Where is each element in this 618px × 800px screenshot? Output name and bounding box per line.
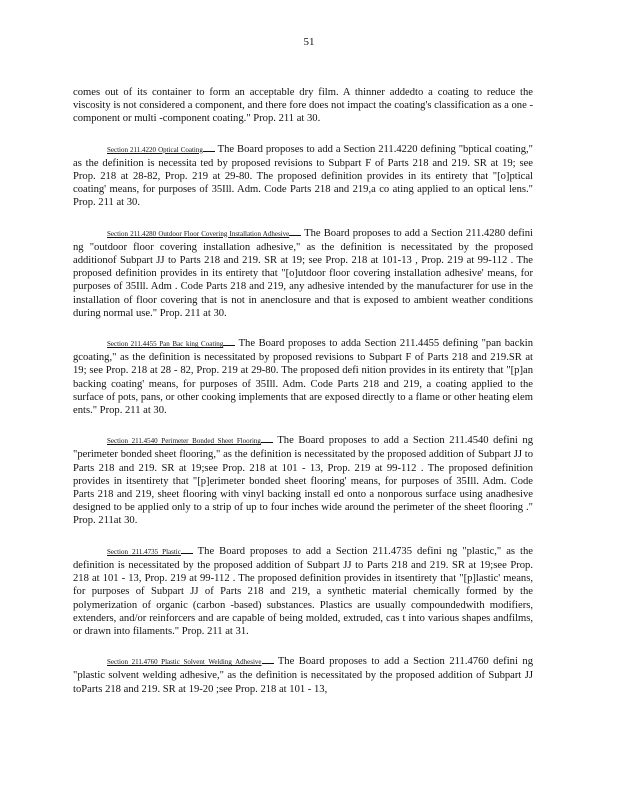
paragraph-text: The Board proposes to add a Section 211.4220 defining "bptical coating," as the definition is necessita ted by proposed revisions to Subpart F of Parts 218 and 219. SR at 19; see Prop. 218 at 28-82, Prop. 219 at 29-80. The proposed definition provides in its entirety that "[o]ptical coating' means, for purposes of 35Ill. Adm. Code Parts 218 and 219,a co ating applied to an optical lens." Prop. 211 at 30.: [73, 143, 533, 209]
page-number: 51: [303, 36, 315, 48]
paragraph-pan-backing: [73, 337, 533, 417]
paragraph-plastic: [73, 545, 533, 638]
section-heading: Section 211.4540 Perimeter Bonded Sheet Flooring: [107, 437, 261, 446]
paragraph-text: The Board proposes to add a Section 211.4760 defini ng "plastic solvent welding adhesive," as the definition is necessitated by the proposed addition of Subpart JJ toParts 218 and 219. SR at 19-20 ;see Prop. 218 at 101 - 13,: [73, 656, 533, 695]
section-heading: Section 211.4735 Plastic: [107, 547, 181, 556]
section-heading: Section 211.4220 Optical Coating: [107, 145, 203, 154]
paragraph-plastic-solvent-welding: [73, 655, 533, 696]
paragraph-optical-coating: [73, 143, 533, 210]
section-heading: Section 211.4455 Pan Bac king Coating: [107, 340, 224, 349]
section-heading: Section 211.4760 Plastic Solvent Welding Adhesive: [107, 658, 262, 667]
paragraph-continued: [73, 86, 533, 126]
document-body: [73, 86, 533, 713]
paragraph-text: The Board proposes to adda Section 211.4455 defining "pan backin gcoating," as the definition is necessitated by proposed revisions to Subpart F of Parts 218 and 219.SR at 19; see Prop. 218 at 28 - 82, Prop. 219 at 29-80. The proposed defi nition provides in its entirety that "[p]an backing coating' means, for purposes of 35Ill. Adm. Code Parts 218 and 219, a coating applied to the surface of pots, pans, or other cooking implements that are exposed directly to a flame or other heating elem ents." Prop. 211 at 30.: [73, 338, 533, 417]
paragraph-perimeter-bonded: [73, 434, 533, 527]
paragraph-outdoor-floor-covering: [73, 227, 533, 320]
paragraph-text: comes out of its container to form an acceptable dry film. A thinner addedto a coating to reduce the viscosity is not considered a component, and there fore does not impact the coating's classification as a one -component or multi -component coating." Prop. 211 at 30.: [73, 87, 533, 125]
section-heading: Section 211.4280 Outdoor Floor Covering Installation Adhesive: [107, 229, 290, 238]
paragraph-text: The Board proposes to add a Section 211.4280 defini ng "outdoor floor covering installation adhesive," as the definition is necessitated by the proposed additionof Subpart JJ to Parts 218 and 219. SR at 19; see Prop. 218 at 101-13 , Prop. 219 at 99-112 . The proposed definition provides in its entirety that "[o]utdoor floor covering installation adhesive' means, for purposes of 35Ill. Adm . Code Parts 218 and 219, any adhesive intended by the manufacturer for use in the installation of floor covering that is not in anenclosure and that is exposed to ambient weather conditions during normal use." Prop. 211 at 30.: [73, 227, 533, 319]
paragraph-text: The Board proposes to add a Section 211.4735 defini ng "plastic," as the definition is necessitated by the proposed addition of Subpart JJ to Parts 218 and 219. SR at 19;see Prop. 218 at 101 - 13, Prop. 219 at 99-112 . The proposed definition provides in itsentirety that "[p]lastic' means, for purposes of Subpart JJ of Parts 218 and 219, a synthetic material chemically formed by the polymerization of organic (carbon -based) substances. Plastics are usually compoundedwith modifiers, extenders, and/or reinforcers and are capable of being molded, extruded, cas t into various shapes andfilms, or drawn into filaments." Prop. 211 at 31.: [73, 545, 533, 637]
paragraph-text: The Board proposes to add a Section 211.4540 defini ng "perimeter bonded sheet flooring," as the definition is necessitated by the proposed addition of Subpart JJ to Parts 218 and 219. SR at 19;see Prop. 218 at 101 - 13, Prop. 219 at 99-112 . The proposed definition provides in itsentirety that "[p]erimeter bonded sheet flooring' means, for purposes of 35Ill. Adm. Code Parts 218 and 219, sheet flooring with vinyl backing install ed onto a nonporous surface using anadhesive designed to be applied only to a strip of up to four inches wide around the perimeter of the sheet flooring ." Prop. 211at 30.: [73, 435, 533, 527]
